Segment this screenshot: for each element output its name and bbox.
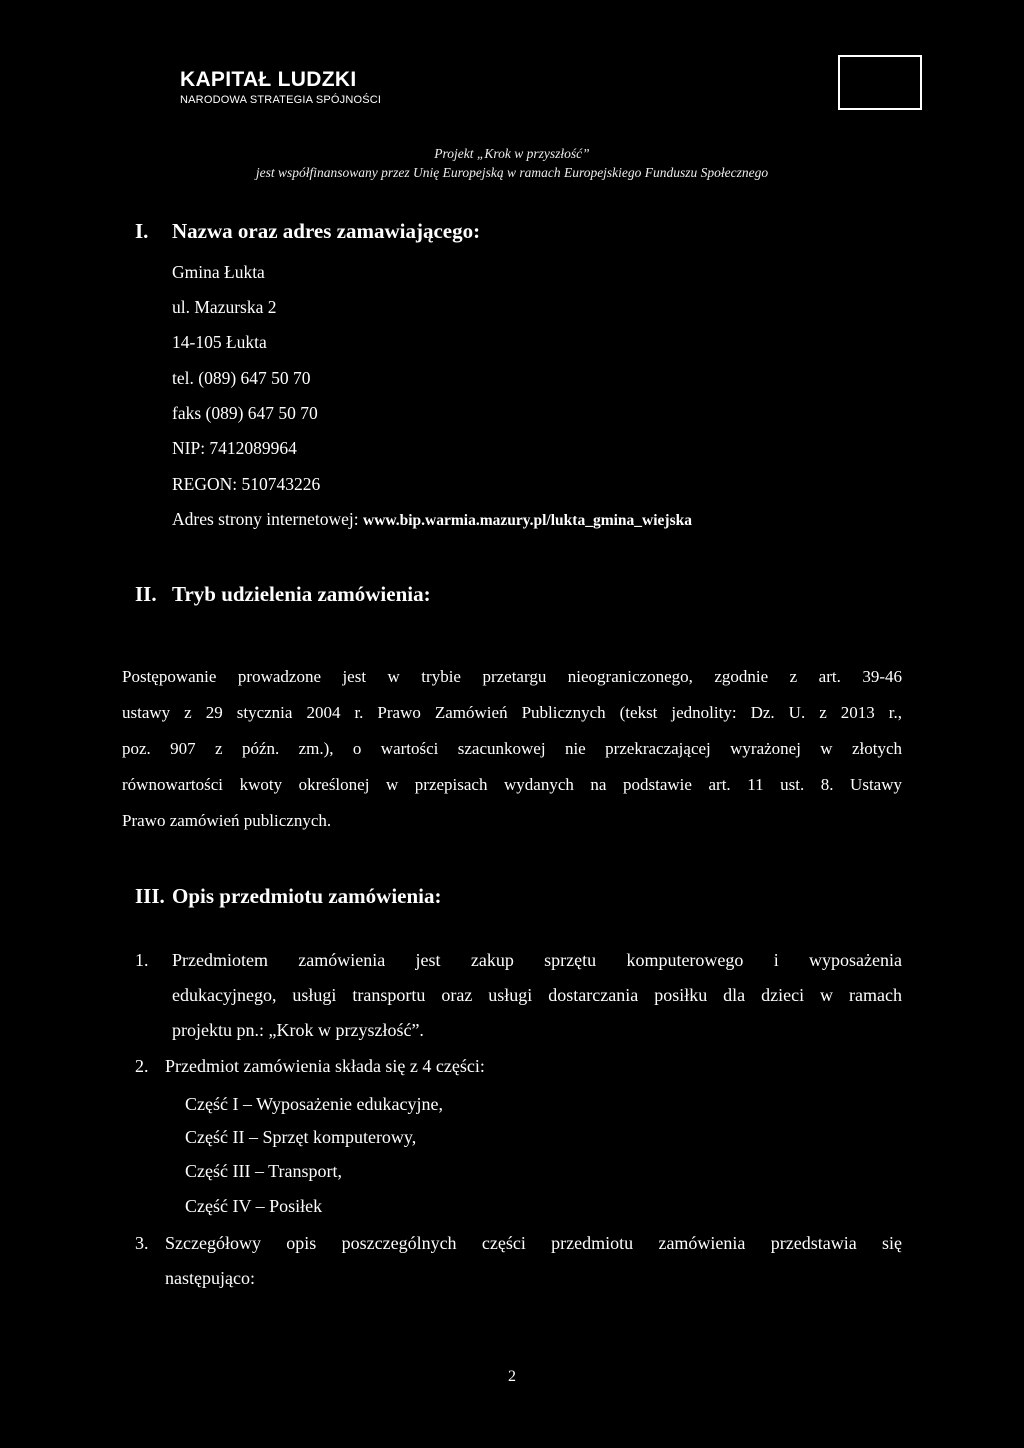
website-link[interactable]: www.bip.warmia.mazury.pl/lukta_gmina_wiejska — [363, 512, 692, 529]
list-item-text: następująco: — [165, 1268, 255, 1288]
list-item-number: 2. — [135, 1056, 149, 1076]
address-line: 14-105 Łukta — [172, 332, 267, 352]
section-1-title: Nazwa oraz adres zamawiającego: — [172, 219, 481, 243]
list-item-line: Przedmiotem zamówienia jest zakup sprzętu komputerowego i wyposażenia — [172, 950, 902, 970]
section-2-number: II. — [135, 582, 157, 606]
paragraph-line: równowartości kwoty określonej w przepisach wydanych na podstawie art. 11 ust. 8. Ustawy — [122, 775, 902, 794]
list-item-line: edukacyjnego, usługi transportu oraz usługi dostarczania posiłku dla dzieci w ramach — [172, 985, 902, 1005]
paragraph-line: Prawo zamówień publicznych. — [122, 811, 332, 830]
section-1-number: I. — [135, 219, 149, 243]
list-item-line: Przedmiot zamówienia składa się z 4 części: — [165, 1056, 485, 1076]
part-item: Część IV – Posiłek — [185, 1196, 323, 1216]
regon-line: REGON: 510743226 — [172, 474, 321, 494]
part-item: Część I – Wyposażenie edukacyjne, — [185, 1094, 443, 1114]
paragraph-line: ustawy z 29 stycznia 2004 r. Prawo Zamówień Publicznych (tekst jednolity: Dz. U. z 2013 r., — [122, 703, 902, 722]
list-item-line: projektu pn.: „Krok w przyszłość”. — [172, 1020, 424, 1040]
website-line — [172, 509, 692, 530]
list-item-line — [165, 1226, 902, 1296]
logo-subtitle: NARODOWA STRATEGIA SPÓJNOŚCI — [180, 94, 382, 106]
section-3-number: III. — [135, 884, 165, 908]
address-line: ul. Mazurska 2 — [172, 297, 277, 317]
list-item-number: 3. — [135, 1233, 149, 1253]
logo-title: KAPITAŁ LUDZKI — [180, 68, 357, 91]
page-number: 2 — [508, 1368, 516, 1385]
project-funding-note: jest współfinansowany przez Unię Europejską w ramach Europejskiego Funduszu Społecznego — [255, 165, 769, 180]
section-2-title: Tryb udzielenia zamówienia: — [172, 582, 431, 606]
part-item: Część II – Sprzęt komputerowy, — [185, 1127, 417, 1147]
phone-line: tel. (089) 647 50 70 — [172, 368, 311, 388]
part-item: Część III – Transport, — [185, 1161, 342, 1181]
eu-logo-placeholder — [838, 55, 922, 110]
nip-line: NIP: 7412089964 — [172, 438, 297, 458]
list-item-text: Szczegółowy opis poszczególnych części przedmiotu zamówienia przedstawia się — [165, 1233, 902, 1253]
project-title: Projekt „Krok w przyszłość” — [434, 146, 590, 161]
paragraph-line: Postępowanie prowadzone jest w trybie przetargu nieograniczonego, zgodnie z art. 39-46 — [122, 667, 902, 686]
paragraph-line: poz. 907 z późn. zm.), o wartości szacunkowej nie przekraczającej wyrażonej w złotych — [122, 739, 902, 758]
fax-line: faks (089) 647 50 70 — [172, 403, 318, 423]
list-item-number: 1. — [135, 950, 149, 970]
website-label: Adres strony internetowej: — [172, 509, 363, 529]
section-3-title: Opis przedmiotu zamówienia: — [172, 884, 442, 908]
address-line: Gmina Łukta — [172, 262, 265, 282]
